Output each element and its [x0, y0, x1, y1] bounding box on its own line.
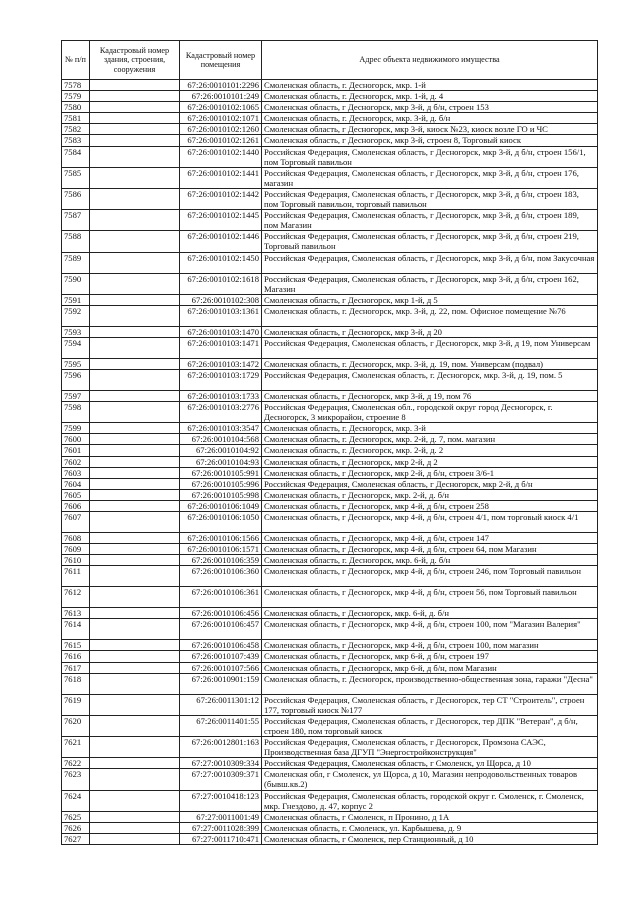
- table-row: [62, 434, 598, 445]
- table-row: [62, 544, 598, 555]
- row-number: 7590: [62, 273, 90, 294]
- property-address: Российская Федерация, Смоленская область, г Смоленск, ул Щорса, д 10: [262, 758, 598, 769]
- row-number: 7602: [62, 456, 90, 467]
- premises-cadastral-number: 67:26:0010102:1440: [180, 146, 262, 167]
- table-row: [62, 533, 598, 544]
- property-address: Смоленская область, г Десногорск, мкр 4-й, д б/н, строен 64, пом Магазин: [262, 544, 598, 555]
- row-number: 7579: [62, 91, 90, 102]
- property-address: Российская Федерация, Смоленская область, г. Десногорск, мкр. 3-й, д. 19, пом. 5: [262, 369, 598, 390]
- row-number: 7591: [62, 294, 90, 305]
- building-cadastral-cell: [90, 337, 180, 358]
- property-address: Смоленская область, г. Десногорск, мкр. 2-й, д. 7, пом. магазин: [262, 434, 598, 445]
- row-number: 7623: [62, 769, 90, 790]
- property-address: Российская Федерация, Смоленская обл., городской округ город Десногорск, г. Десногорск, 3 микрорайон, строение 8: [262, 402, 598, 423]
- property-address: Смоленская область, г Десногорск, мкр 6-й, д б/н, пом Магазин: [262, 662, 598, 673]
- table-row: [62, 512, 598, 533]
- row-number: 7614: [62, 619, 90, 640]
- table-row: [62, 662, 598, 673]
- building-cadastral-cell: [90, 369, 180, 390]
- property-address: Смоленская область, г Десногорск, мкр 3-й, д 20: [262, 326, 598, 337]
- property-address: Смоленская область, г Десногорск, мкр 4-й, д б/н, строен 100, пом магазин: [262, 640, 598, 651]
- property-address: Российская Федерация, Смоленская область, г Десногорск, мкр 3-й, д 19, пом Универсам: [262, 337, 598, 358]
- row-number: 7627: [62, 833, 90, 844]
- table-row: [62, 811, 598, 822]
- property-address: Смоленская обл, г Смоленск, ул Щорса, д 10, Магазин непродовольственных товаров (бывш.кв.2): [262, 769, 598, 790]
- property-address: Российская Федерация, Смоленская область, г Десногорск, мкр 3-й, д б/н, строен 176, магазин: [262, 167, 598, 188]
- table-header-row: [62, 41, 598, 80]
- building-cadastral-cell: [90, 80, 180, 91]
- row-number: 7610: [62, 555, 90, 566]
- row-number: 7606: [62, 500, 90, 511]
- premises-cadastral-number: 67:26:0010103:3547: [180, 423, 262, 434]
- table-row: [62, 305, 598, 326]
- premises-cadastral-number: 67:26:0010102:1445: [180, 210, 262, 231]
- property-address: Российская Федерация, Смоленская область, г Десногорск, мкр 3-й, д б/н, строен 156/1, пом Торговый павильон: [262, 146, 598, 167]
- premises-cadastral-number: 67:26:0010102:1261: [180, 135, 262, 146]
- property-address: Российская Федерация, Смоленская область, г Десногорск, мкр 3-й, д б/н, строен 189, пом Магазин: [262, 210, 598, 231]
- premises-cadastral-number: 67:26:0011301:12: [180, 694, 262, 715]
- building-cadastral-cell: [90, 188, 180, 209]
- row-number: 7598: [62, 402, 90, 423]
- property-address: Смоленская область, г Десногорск, мкр 3-й, д б/н, строен 153: [262, 102, 598, 113]
- row-number: 7603: [62, 467, 90, 478]
- premises-cadastral-number: 67:26:0010901:159: [180, 673, 262, 694]
- table-row: [62, 390, 598, 401]
- building-cadastral-cell: [90, 608, 180, 619]
- row-number: 7583: [62, 135, 90, 146]
- building-cadastral-cell: [90, 445, 180, 456]
- premises-cadastral-number: 67:26:0010102:1450: [180, 252, 262, 273]
- table-row: [62, 124, 598, 135]
- row-number: 7613: [62, 608, 90, 619]
- premises-cadastral-number: 67:27:0010309:371: [180, 769, 262, 790]
- property-address: Смоленская область, г. Десногорск, мкр. 1-й, д. 4: [262, 91, 598, 102]
- premises-cadastral-number: 67:26:0010106:457: [180, 619, 262, 640]
- row-number: 7594: [62, 337, 90, 358]
- row-number: 7585: [62, 167, 90, 188]
- building-cadastral-cell: [90, 305, 180, 326]
- row-number: 7589: [62, 252, 90, 273]
- table-row: [62, 790, 598, 811]
- building-cadastral-cell: [90, 467, 180, 478]
- table-row: [62, 608, 598, 619]
- building-cadastral-cell: [90, 124, 180, 135]
- table-row: [62, 146, 598, 167]
- building-cadastral-cell: [90, 423, 180, 434]
- table-row: [62, 167, 598, 188]
- building-cadastral-cell: [90, 790, 180, 811]
- premises-cadastral-number: 67:26:0010106:361: [180, 587, 262, 608]
- building-cadastral-cell: [90, 402, 180, 423]
- table-row: [62, 478, 598, 489]
- building-cadastral-cell: [90, 252, 180, 273]
- property-address: Смоленская область, г Десногорск, мкр 1-й, д 5: [262, 294, 598, 305]
- row-number: 7608: [62, 533, 90, 544]
- row-number: 7599: [62, 423, 90, 434]
- table-row: [62, 673, 598, 694]
- property-address: Смоленская область, г Десногорск, мкр 4-й, д б/н, строен 147: [262, 533, 598, 544]
- premises-cadastral-number: 67:26:0010106:458: [180, 640, 262, 651]
- row-number: 7624: [62, 790, 90, 811]
- table-row: [62, 500, 598, 511]
- property-address: Смоленская область, г. Десногорск, мкр. 2-й, д. 2: [262, 445, 598, 456]
- row-number: 7586: [62, 188, 90, 209]
- row-number: 7582: [62, 124, 90, 135]
- property-address: Российская Федерация, Смоленская область, г Десногорск, тер ДПК "Ветеран", д б/н, строен 180, пом торговый киоск: [262, 715, 598, 736]
- premises-cadastral-number: 67:26:0010102:1441: [180, 167, 262, 188]
- row-number: 7609: [62, 544, 90, 555]
- property-address: Смоленская область, г. Десногорск, мкр. 3-й, д. 19, пом. Универсам (подвал): [262, 358, 598, 369]
- header-building-cadastral: Кадастровый номер здания, строения, сооружения: [90, 41, 180, 80]
- table-row: [62, 445, 598, 456]
- premises-cadastral-number: 67:26:0010102:1442: [180, 188, 262, 209]
- header-premises-cadastral: Кадастровый номер помещения: [180, 41, 262, 80]
- row-number: 7587: [62, 210, 90, 231]
- table-row: [62, 640, 598, 651]
- table-row: [62, 273, 598, 294]
- building-cadastral-cell: [90, 811, 180, 822]
- property-address: Смоленская область, г Десногорск, мкр 4-й, д б/н, строен 246, пом Торговый павильон: [262, 566, 598, 587]
- building-cadastral-cell: [90, 694, 180, 715]
- premises-cadastral-number: 67:26:0010102:1618: [180, 273, 262, 294]
- row-number: 7607: [62, 512, 90, 533]
- property-address: Российская Федерация, Смоленская область, г Десногорск, мкр 3-й, д б/н, строен 219, Торговый павильон: [262, 231, 598, 252]
- row-number: 7588: [62, 231, 90, 252]
- table-row: [62, 326, 598, 337]
- property-address: Смоленская область, г Десногорск, мкр. 6-й, д. б/н: [262, 608, 598, 619]
- premises-cadastral-number: 67:26:0010103:1472: [180, 358, 262, 369]
- building-cadastral-cell: [90, 273, 180, 294]
- premises-cadastral-number: 67:26:0010106:456: [180, 608, 262, 619]
- premises-cadastral-number: 67:27:0011001:49: [180, 811, 262, 822]
- property-address: Смоленская область, г Смоленск, п Пронино, д 1А: [262, 811, 598, 822]
- row-number: 7618: [62, 673, 90, 694]
- premises-cadastral-number: 67:26:0010103:1471: [180, 337, 262, 358]
- row-number: 7604: [62, 478, 90, 489]
- table-row: [62, 252, 598, 273]
- row-number: 7611: [62, 566, 90, 587]
- property-address: Смоленская область, г. Десногорск, мкр. 3-й, д. б/н: [262, 113, 598, 124]
- premises-cadastral-number: 67:26:0012801:163: [180, 737, 262, 758]
- header-number: № п/п: [62, 41, 90, 80]
- building-cadastral-cell: [90, 587, 180, 608]
- building-cadastral-cell: [90, 833, 180, 844]
- premises-cadastral-number: 67:26:0010107:439: [180, 651, 262, 662]
- table-row: [62, 566, 598, 587]
- building-cadastral-cell: [90, 673, 180, 694]
- property-address: Российская Федерация, Смоленская область, г Десногорск, мкр 2-й, д б/н: [262, 478, 598, 489]
- premises-cadastral-number: 67:26:0010103:2776: [180, 402, 262, 423]
- row-number: 7601: [62, 445, 90, 456]
- property-register-table: [61, 40, 598, 845]
- row-number: 7600: [62, 434, 90, 445]
- premises-cadastral-number: 67:26:0010104:568: [180, 434, 262, 445]
- building-cadastral-cell: [90, 566, 180, 587]
- table-row: [62, 369, 598, 390]
- property-address: Смоленская область, г. Десногорск, производственно-общественная зона, гаражи "Десна": [262, 673, 598, 694]
- building-cadastral-cell: [90, 619, 180, 640]
- building-cadastral-cell: [90, 146, 180, 167]
- property-address: Смоленская область, г Десногорск, мкр 4-й, д б/н, строен 100, пом "Магазин Валерия": [262, 619, 598, 640]
- table-row: [62, 715, 598, 736]
- table-row: [62, 188, 598, 209]
- property-address: Смоленская область, г Десногорск, мкр 2-й, д б/н, строен 3/6-1: [262, 467, 598, 478]
- row-number: 7622: [62, 758, 90, 769]
- building-cadastral-cell: [90, 135, 180, 146]
- premises-cadastral-number: 67:26:0010106:359: [180, 555, 262, 566]
- building-cadastral-cell: [90, 326, 180, 337]
- building-cadastral-cell: [90, 737, 180, 758]
- premises-cadastral-number: 67:26:0011401:55: [180, 715, 262, 736]
- table-row: [62, 337, 598, 358]
- premises-cadastral-number: 67:26:0010102:1260: [180, 124, 262, 135]
- premises-cadastral-number: 67:27:0010418:123: [180, 790, 262, 811]
- property-address: Смоленская область, г. Десногорск, мкр. 3-й: [262, 423, 598, 434]
- row-number: 7592: [62, 305, 90, 326]
- property-address: Российская Федерация, Смоленская область, городской округ г. Смоленск, г. Смоленск, мкр. Гнездово, д. 47, корпус 2: [262, 790, 598, 811]
- premises-cadastral-number: 67:27:0011710:471: [180, 833, 262, 844]
- row-number: 7580: [62, 102, 90, 113]
- row-number: 7581: [62, 113, 90, 124]
- property-address: Российская Федерация, Смоленская область, г Десногорск, Промзона САЭС, Производственная база ДГУП "Энергостройконструкция": [262, 737, 598, 758]
- property-address: Российская Федерация, Смоленская область, г Десногорск, мкр 3-й, д б/н, пом Закусочная: [262, 252, 598, 273]
- building-cadastral-cell: [90, 822, 180, 833]
- premises-cadastral-number: 67:26:0010106:1049: [180, 500, 262, 511]
- table-body: [62, 80, 598, 845]
- row-number: 7617: [62, 662, 90, 673]
- building-cadastral-cell: [90, 91, 180, 102]
- building-cadastral-cell: [90, 640, 180, 651]
- table-row: [62, 737, 598, 758]
- property-address: Смоленская область, г Десногорск, мкр 3-й, строен 8, Торговый киоск: [262, 135, 598, 146]
- table-row: [62, 102, 598, 113]
- building-cadastral-cell: [90, 113, 180, 124]
- property-address: Смоленская область, г Десногорск, мкр 4-й, д б/н, строен 56, пом Торговый павильон: [262, 587, 598, 608]
- property-address: Смоленская область, г Десногорск, мкр 4-й, д б/н, строен 258: [262, 500, 598, 511]
- premises-cadastral-number: 67:26:0010105:998: [180, 489, 262, 500]
- premises-cadastral-number: 67:26:0010106:1566: [180, 533, 262, 544]
- premises-cadastral-number: 67:26:0010107:566: [180, 662, 262, 673]
- property-address: Смоленская область, г. Смоленск, ул. Карбышева, д. 9: [262, 822, 598, 833]
- table-row: [62, 651, 598, 662]
- row-number: 7619: [62, 694, 90, 715]
- building-cadastral-cell: [90, 358, 180, 369]
- table-row: [62, 456, 598, 467]
- premises-cadastral-number: 67:26:0010103:1733: [180, 390, 262, 401]
- row-number: 7612: [62, 587, 90, 608]
- building-cadastral-cell: [90, 544, 180, 555]
- property-address: Смоленская область, г Десногорск, мкр 6-й, д б/н, строен 197: [262, 651, 598, 662]
- premises-cadastral-number: 67:26:0010102:1065: [180, 102, 262, 113]
- premises-cadastral-number: 67:26:0010102:308: [180, 294, 262, 305]
- premises-cadastral-number: 67:26:0010105:991: [180, 467, 262, 478]
- table-row: [62, 294, 598, 305]
- table-row: [62, 467, 598, 478]
- building-cadastral-cell: [90, 167, 180, 188]
- row-number: 7595: [62, 358, 90, 369]
- table-row: [62, 694, 598, 715]
- table-row: [62, 231, 598, 252]
- premises-cadastral-number: 67:27:0010309:334: [180, 758, 262, 769]
- premises-cadastral-number: 67:26:0010104:92: [180, 445, 262, 456]
- premises-cadastral-number: 67:26:0010106:360: [180, 566, 262, 587]
- table-row: [62, 822, 598, 833]
- table-row: [62, 113, 598, 124]
- premises-cadastral-number: 67:26:0010102:1071: [180, 113, 262, 124]
- building-cadastral-cell: [90, 715, 180, 736]
- table-row: [62, 80, 598, 91]
- table-row: [62, 587, 598, 608]
- building-cadastral-cell: [90, 651, 180, 662]
- premises-cadastral-number: 67:26:0010106:1050: [180, 512, 262, 533]
- row-number: 7626: [62, 822, 90, 833]
- building-cadastral-cell: [90, 390, 180, 401]
- table-row: [62, 402, 598, 423]
- property-address: Смоленская область, г. Десногорск, мкр. 3-й, д. 22, пом. Офисное помещение №76: [262, 305, 598, 326]
- building-cadastral-cell: [90, 555, 180, 566]
- premises-cadastral-number: 67:26:0010106:1571: [180, 544, 262, 555]
- premises-cadastral-number: 67:26:0010101:2296: [180, 80, 262, 91]
- premises-cadastral-number: 67:26:0010102:1446: [180, 231, 262, 252]
- table-row: [62, 91, 598, 102]
- property-address: Смоленская область, г Десногорск, мкр 4-й, д б/н, строен 4/1, пом торговый киоск 4/1: [262, 512, 598, 533]
- row-number: 7625: [62, 811, 90, 822]
- row-number: 7596: [62, 369, 90, 390]
- property-address: Смоленская область, г Десногорск, мкр. 2-й, д. б/н: [262, 489, 598, 500]
- table-row: [62, 619, 598, 640]
- premises-cadastral-number: 67:26:0010101:249: [180, 91, 262, 102]
- premises-cadastral-number: 67:26:0010103:1470: [180, 326, 262, 337]
- property-address: Российская Федерация, Смоленская область, г Десногорск, мкр 3-й, д б/н, строен 162, Магазин: [262, 273, 598, 294]
- table-row: [62, 135, 598, 146]
- building-cadastral-cell: [90, 489, 180, 500]
- building-cadastral-cell: [90, 210, 180, 231]
- property-address: Российская Федерация, Смоленская область, г Десногорск, тер СТ "Строитель", строен 177, торговый киоск №177: [262, 694, 598, 715]
- property-address: Смоленская область, г Десногорск, мкр 3-й, д 19, пом 76: [262, 390, 598, 401]
- row-number: 7584: [62, 146, 90, 167]
- table-row: [62, 210, 598, 231]
- row-number: 7616: [62, 651, 90, 662]
- property-address: Российская Федерация, Смоленская область, г Десногорск, мкр 3-й, д б/н, строен 183, пом Торговый павильон, торговый павильон: [262, 188, 598, 209]
- premises-cadastral-number: 67:26:0010105:996: [180, 478, 262, 489]
- row-number: 7621: [62, 737, 90, 758]
- property-address: Смоленская область, г Смоленск, пер Станционный, д 10: [262, 833, 598, 844]
- premises-cadastral-number: 67:26:0010103:1361: [180, 305, 262, 326]
- building-cadastral-cell: [90, 231, 180, 252]
- table-row: [62, 423, 598, 434]
- table-row: [62, 555, 598, 566]
- premises-cadastral-number: 67:26:0010104:93: [180, 456, 262, 467]
- header-address: Адрес объекта недвижимого имущества: [262, 41, 598, 80]
- building-cadastral-cell: [90, 662, 180, 673]
- table-row: [62, 489, 598, 500]
- row-number: 7597: [62, 390, 90, 401]
- building-cadastral-cell: [90, 102, 180, 113]
- row-number: 7605: [62, 489, 90, 500]
- property-address: Смоленская область, г. Десногорск, мкр. 1-й: [262, 80, 598, 91]
- row-number: 7620: [62, 715, 90, 736]
- building-cadastral-cell: [90, 456, 180, 467]
- building-cadastral-cell: [90, 294, 180, 305]
- table-row: [62, 833, 598, 844]
- building-cadastral-cell: [90, 533, 180, 544]
- row-number: 7578: [62, 80, 90, 91]
- building-cadastral-cell: [90, 758, 180, 769]
- property-address: Смоленская область, г. Десногорск, мкр. 6-й, д. б/н: [262, 555, 598, 566]
- property-address: Смоленская область, г Десногорск, мкр 2-й, д 2: [262, 456, 598, 467]
- row-number: 7615: [62, 640, 90, 651]
- building-cadastral-cell: [90, 478, 180, 489]
- property-address: Смоленская область, г Десногорск, мкр 3-й, киоск №23, киоск возле ГО и ЧС: [262, 124, 598, 135]
- premises-cadastral-number: 67:26:0010103:1729: [180, 369, 262, 390]
- table-row: [62, 769, 598, 790]
- building-cadastral-cell: [90, 512, 180, 533]
- building-cadastral-cell: [90, 500, 180, 511]
- building-cadastral-cell: [90, 769, 180, 790]
- building-cadastral-cell: [90, 434, 180, 445]
- table-row: [62, 358, 598, 369]
- row-number: 7593: [62, 326, 90, 337]
- table-row: [62, 758, 598, 769]
- premises-cadastral-number: 67:27:0011028:399: [180, 822, 262, 833]
